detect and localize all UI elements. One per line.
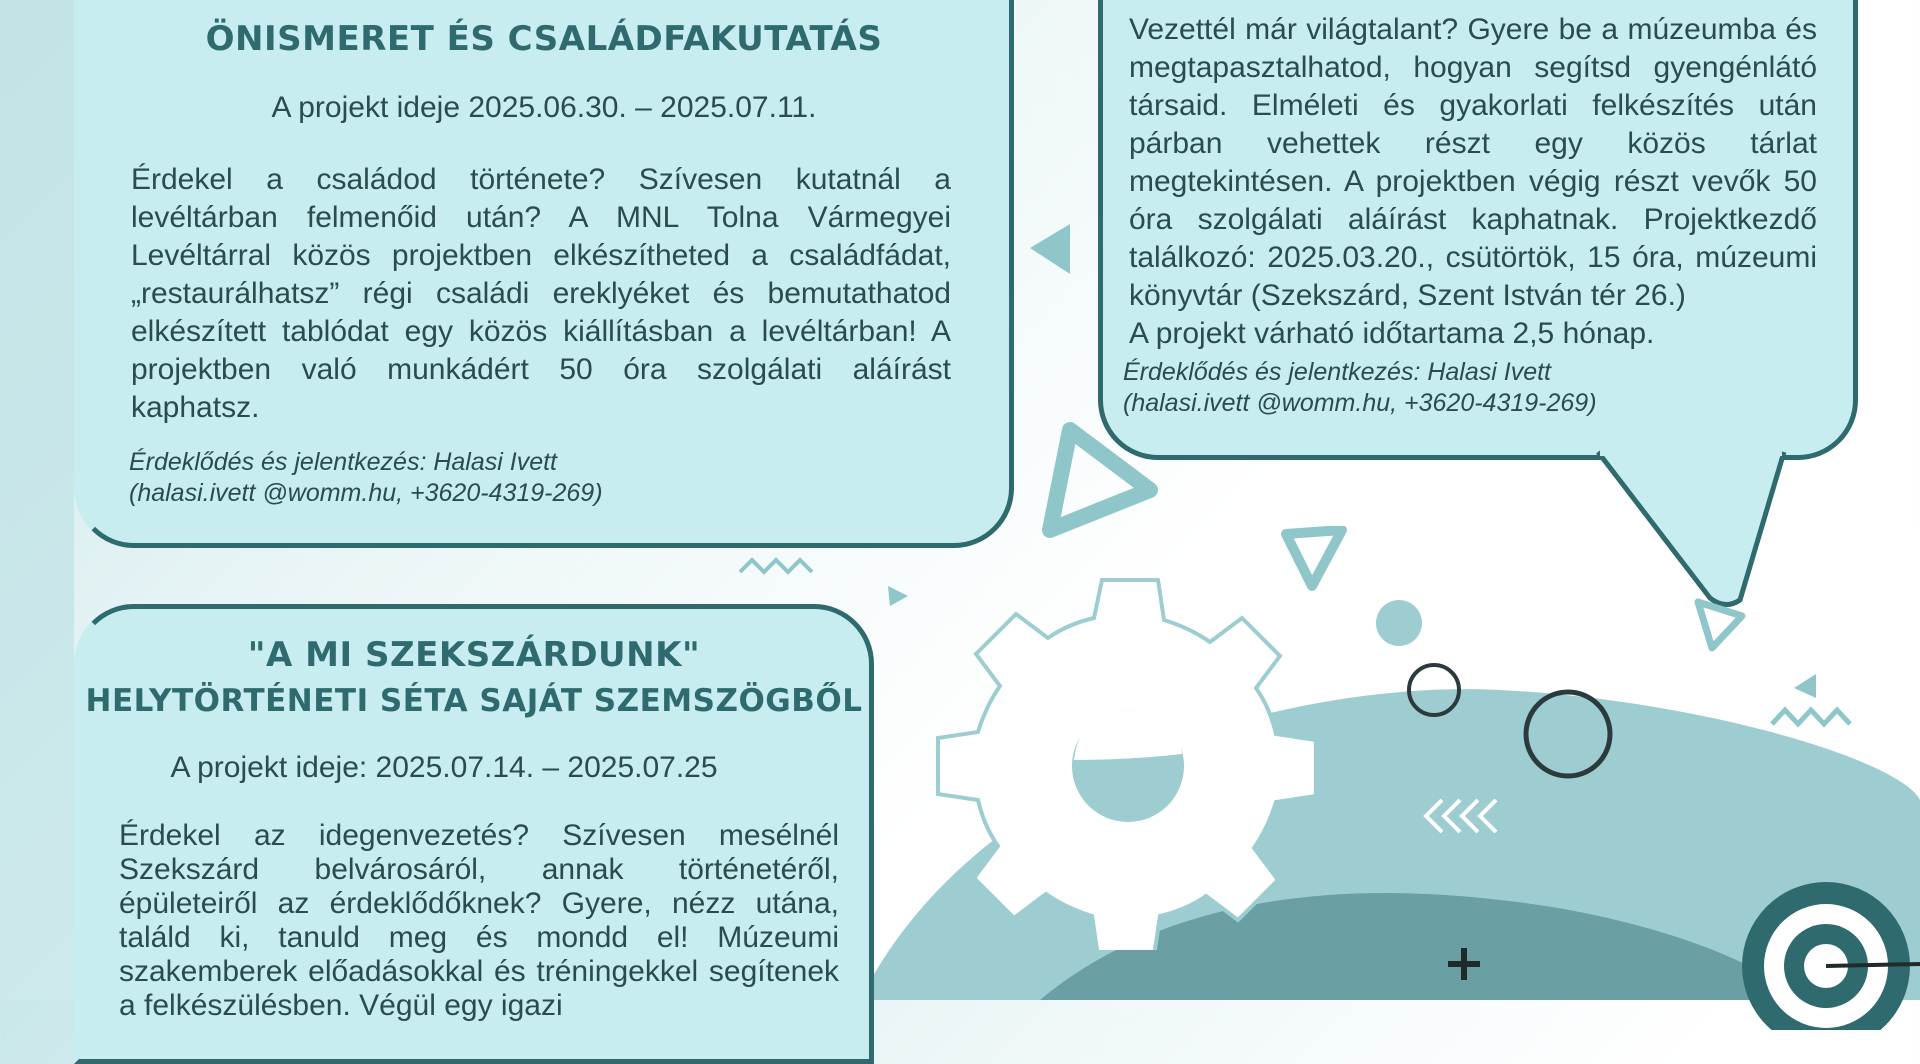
contact-info (1123, 357, 1643, 419)
project-bubble-family-research (74, 0, 1014, 548)
contact-line: Érdeklődés és jelentkezés: Halasi Ivett (1123, 358, 1551, 386)
project-period: A projekt ideje: 2025.07.14. – 2025.07.25 (170, 751, 718, 784)
contact-info (129, 447, 689, 509)
project-bubble-local-history (74, 604, 874, 1064)
project-duration: A projekt várható időtartama 2,5 hónap. (1129, 317, 1655, 350)
project-description: Vezettél már világtalant? Gyere be a múzeumba és megtapasztalhatod, hogyan segítsd gyengénlátó társaid. Elméleti és gyakorlati felkészítés után párban vehettek részt egy közös tárlat megtekintésen. A projektben végig részt vevők 50 óra szolgálati aláírást kaphatnak. Projektkezdő találkozó: 2025.03.20., csütörtök, 15 óra, múzeumi könyvtár (Szekszárd, Szent István tér 26.) (1129, 13, 1817, 312)
project-bubble-museum-guide (1098, 0, 1858, 460)
gear-icon (930, 550, 1330, 950)
speech-tail (1590, 450, 1850, 610)
contact-line: Érdeklődés és jelentkezés: Halasi Ivett (129, 448, 557, 476)
plus-icon (1446, 946, 1482, 982)
circle-outline-icon (1520, 686, 1616, 782)
triangle-outline-icon (1692, 598, 1752, 658)
triangle-icon (886, 584, 910, 610)
project-title: ÖNISMERET ÉS CSALÁDFAKUTATÁS (205, 19, 883, 59)
project-title: "A MI SZEKSZÁRDUNK" (247, 635, 701, 675)
contact-line: (halasi.ivett @womm.hu, +3620-4319-269) (129, 479, 603, 507)
dot-icon (1374, 598, 1424, 648)
project-period: A projekt ideje 2025.06.30. – 2025.07.11. (271, 91, 817, 124)
zigzag-icon (1770, 704, 1860, 730)
triangle-outline-icon (1030, 420, 1170, 550)
chevrons-left-icon (1420, 796, 1520, 836)
contact-line: (halasi.ivett @womm.hu, +3620-4319-269) (1123, 389, 1597, 417)
project-description: Érdekel a családod története? Szívesen kutatnál a levéltárban felmenőid után? A MNL Tolna Vármegyei Levéltárral közös projektben elkészítheted a családfádat, „restaurálhatsz” régi családi ereklyéket és bemutathatod elkészített tablódat egy közös kiállításban a levéltárban! A projektben való munkádért 50 óra szolgálati aláírást kaphatsz. (131, 163, 951, 424)
target-icon (1740, 880, 1920, 1030)
project-description: Érdekel az idegenvezetés? Szívesen mesélnél Szekszárd belvárosáról, annak történetéről, épületeiről az érdeklődőknek? Gyere, nézz utána, találd ki, tanuld meg és mondd el! Múzeumi szakemberek előadásokkal és tréningekkel segítenek a felkészülésben. Végül egy igazi (119, 819, 839, 1022)
project-subtitle: HELYTÖRTÉNETI SÉTA SAJÁT SZEMSZÖGBŐL (85, 683, 863, 719)
triangle-icon (1790, 672, 1820, 702)
circle-outline-icon (1404, 660, 1464, 720)
triangle-icon (1026, 222, 1076, 282)
zigzag-icon (738, 554, 818, 578)
